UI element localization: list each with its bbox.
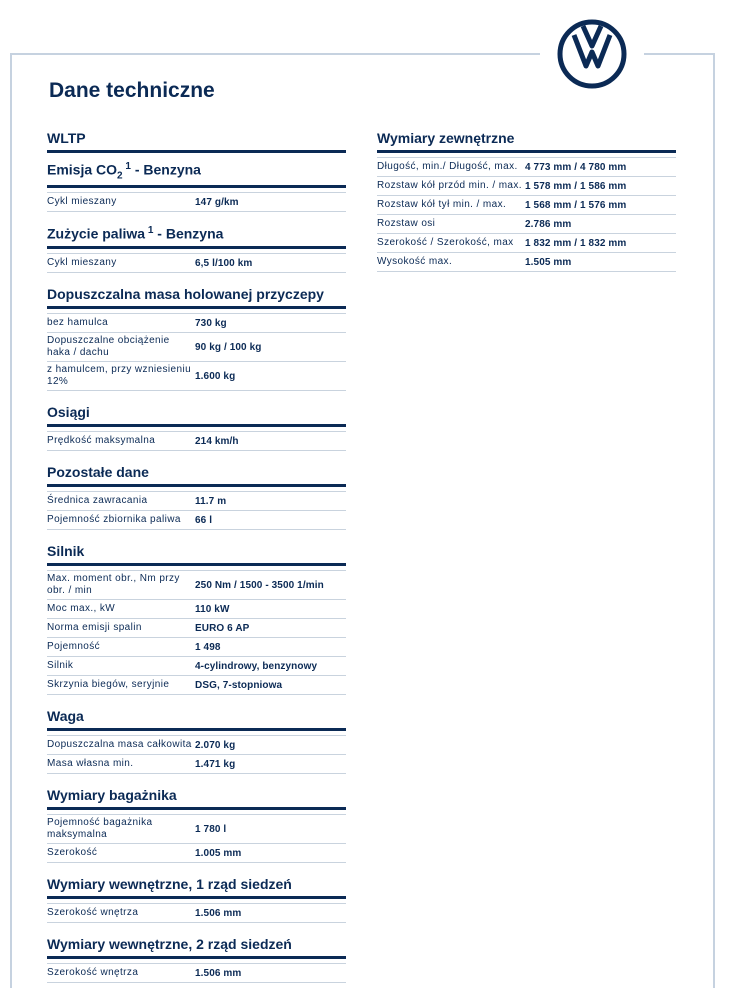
spec-label: Cykl mieszany <box>47 257 117 269</box>
spec-label: Max. moment obr., Nm przy obr. / min <box>47 573 180 597</box>
section-title: Wymiary zewnętrzne <box>377 127 676 153</box>
spec-row <box>47 656 346 675</box>
spec-label: Szerokość wnętrza <box>47 967 139 979</box>
spec-value: 730 kg <box>195 317 227 329</box>
spec-label: Masa własna min. <box>47 758 134 770</box>
spec-row <box>47 332 346 361</box>
spec-table <box>47 427 346 451</box>
spec-label: Norma emisji spalin <box>47 622 142 634</box>
spec-row <box>377 195 676 214</box>
spec-value: 1.506 mm <box>195 967 242 979</box>
section-pozostale <box>47 461 346 530</box>
spec-label: Prędkość maksymalna <box>47 435 156 447</box>
spacer <box>47 273 346 283</box>
spec-table <box>47 959 346 983</box>
spec-row <box>47 735 346 754</box>
spec-label: Średnica zawracania <box>47 495 148 507</box>
section-wltp <box>47 127 346 153</box>
section-silnik <box>47 540 346 695</box>
spec-label: Silnik <box>47 660 74 672</box>
footnote-marker: 1 <box>122 161 131 172</box>
spec-label: Moc max., kW <box>47 603 116 615</box>
spec-row <box>47 963 346 982</box>
spec-row <box>47 510 346 529</box>
spec-row <box>47 814 346 843</box>
spec-row <box>377 233 676 252</box>
spec-row <box>47 843 346 862</box>
spec-row <box>47 313 346 332</box>
section-wewn1 <box>47 873 346 923</box>
spec-value: 1 832 mm / 1 832 mm <box>525 237 627 249</box>
spec-value: 1.600 kg <box>195 370 236 382</box>
spec-table <box>377 153 676 272</box>
spacer <box>47 451 346 461</box>
spec-label: Pojemność zbiornika paliwa <box>47 514 181 526</box>
subscript: 2 <box>117 170 123 182</box>
section-title: Pozostałe dane <box>47 461 346 487</box>
section-title: Wymiary wewnętrzne, 2 rząd siedzeń <box>47 933 346 959</box>
spec-table <box>47 309 346 391</box>
spec-label: Skrzynia biegów, seryjnie <box>47 679 170 691</box>
section-title: Zużycie paliwa $^1$ - Benzyna <box>47 222 346 249</box>
spec-value: 4-cylindrowy, benzynowy <box>195 660 318 672</box>
spec-row <box>47 491 346 510</box>
spec-value: 4 773 mm / 4 780 mm <box>525 161 627 173</box>
spec-value: 1.506 mm <box>195 907 242 919</box>
spec-label: Cykl mieszany <box>47 196 117 208</box>
spec-value: 110 kW <box>195 603 230 615</box>
spec-row <box>377 252 676 271</box>
spec-row <box>47 675 346 694</box>
spec-row <box>47 570 346 599</box>
spec-value: DSG, 7-stopniowa <box>195 679 283 691</box>
right-column <box>377 127 676 272</box>
left-column <box>47 127 346 983</box>
spec-row <box>47 754 346 773</box>
spacer <box>47 923 346 933</box>
section-title: Silnik <box>47 540 346 566</box>
spacer <box>47 774 346 784</box>
spec-value: 6,5 l/100 km <box>195 257 253 269</box>
spec-row <box>47 253 346 272</box>
spec-value: 11.7 m <box>195 495 227 507</box>
page-title: Dane techniczne <box>49 79 215 102</box>
spacer <box>47 391 346 401</box>
section-title: Waga <box>47 705 346 731</box>
spec-label: Szerokość wnętrza <box>47 907 139 919</box>
spec-label: bez hamulca <box>47 317 109 329</box>
spec-value: 66 l <box>195 514 213 526</box>
section-title: Emisja $CO_2$ $^1$ - Benzyna <box>47 158 346 188</box>
section-title: Wymiary bagażnika <box>47 784 346 810</box>
spec-row <box>377 157 676 176</box>
section-osiagi <box>47 401 346 451</box>
spec-label: z hamulcem, przy wzniesieniu 12% <box>47 364 192 388</box>
spec-table <box>47 566 346 695</box>
spec-label: Szerokość / Szerokość, max <box>377 237 514 248</box>
spec-label: Dopuszczalna masa całkowita <box>47 739 192 751</box>
spec-label: Dopuszczalne obciążenie haka / dachu <box>47 335 170 359</box>
section-title: WLTP <box>47 127 346 153</box>
spec-table <box>47 810 346 863</box>
section-waga <box>47 705 346 774</box>
spec-row <box>47 431 346 450</box>
spec-label: Pojemność <box>47 641 101 653</box>
spec-row <box>47 637 346 656</box>
spacer <box>47 530 346 540</box>
spec-row <box>47 361 346 390</box>
spec-value: 2.786 mm <box>525 218 572 230</box>
section-emisja <box>47 158 346 212</box>
spacer <box>47 695 346 705</box>
spec-value: 1.471 kg <box>195 758 236 770</box>
spec-value: 147 g/km <box>195 196 239 208</box>
spacer <box>47 863 346 873</box>
spec-value: 214 km/h <box>195 435 239 447</box>
spacer <box>47 212 346 222</box>
spec-value: 1 568 mm / 1 576 mm <box>525 199 627 211</box>
spec-table <box>47 188 346 212</box>
spec-value: 1.505 mm <box>525 256 572 268</box>
spec-label: Wysokość max. <box>377 256 453 267</box>
spec-value: 90 kg / 100 kg <box>195 341 262 353</box>
spec-row <box>47 599 346 618</box>
spec-table <box>47 249 346 273</box>
spec-label: Rozstaw osi <box>377 218 436 229</box>
spec-label: Szerokość <box>47 847 98 859</box>
spec-value: 1.005 mm <box>195 847 242 859</box>
section-title: Wymiary wewnętrzne, 1 rząd siedzeń <box>47 873 346 899</box>
spec-label: Długość, min./ Długość, max. <box>377 161 518 172</box>
spec-value: 1 780 l <box>195 823 227 835</box>
footnote-marker: 1 <box>145 225 154 237</box>
spec-value: 1 578 mm / 1 586 mm <box>525 180 627 192</box>
spec-table <box>47 731 346 774</box>
spec-label: Pojemność bagażnika maksymalna <box>47 817 153 841</box>
spec-row <box>47 618 346 637</box>
section-title: Dopuszczalna masa holowanej przyczepy <box>47 283 346 309</box>
section-bagaznik <box>47 784 346 863</box>
brand-logo <box>540 14 644 94</box>
spec-row <box>377 176 676 195</box>
spec-value: 1 498 <box>195 641 221 653</box>
section-zewnetrzne <box>377 127 676 272</box>
spec-value: 2.070 kg <box>195 739 236 751</box>
spec-table <box>47 899 346 923</box>
section-zuzycie <box>47 222 346 273</box>
section-title: Osiągi <box>47 401 346 427</box>
spec-row <box>47 903 346 922</box>
section-wewn2 <box>47 933 346 983</box>
vw-logo-icon <box>556 18 628 90</box>
spec-value: EURO 6 AP <box>195 622 250 634</box>
spec-label: Rozstaw kół przód min. / max. <box>377 180 522 191</box>
spec-label: Rozstaw kół tył min. / max. <box>377 199 507 210</box>
spec-table <box>47 487 346 530</box>
spec-row <box>377 214 676 233</box>
section-przyczepa <box>47 283 346 391</box>
spec-value: 250 Nm / 1500 - 3500 1/min <box>195 579 324 591</box>
spec-row <box>47 192 346 211</box>
